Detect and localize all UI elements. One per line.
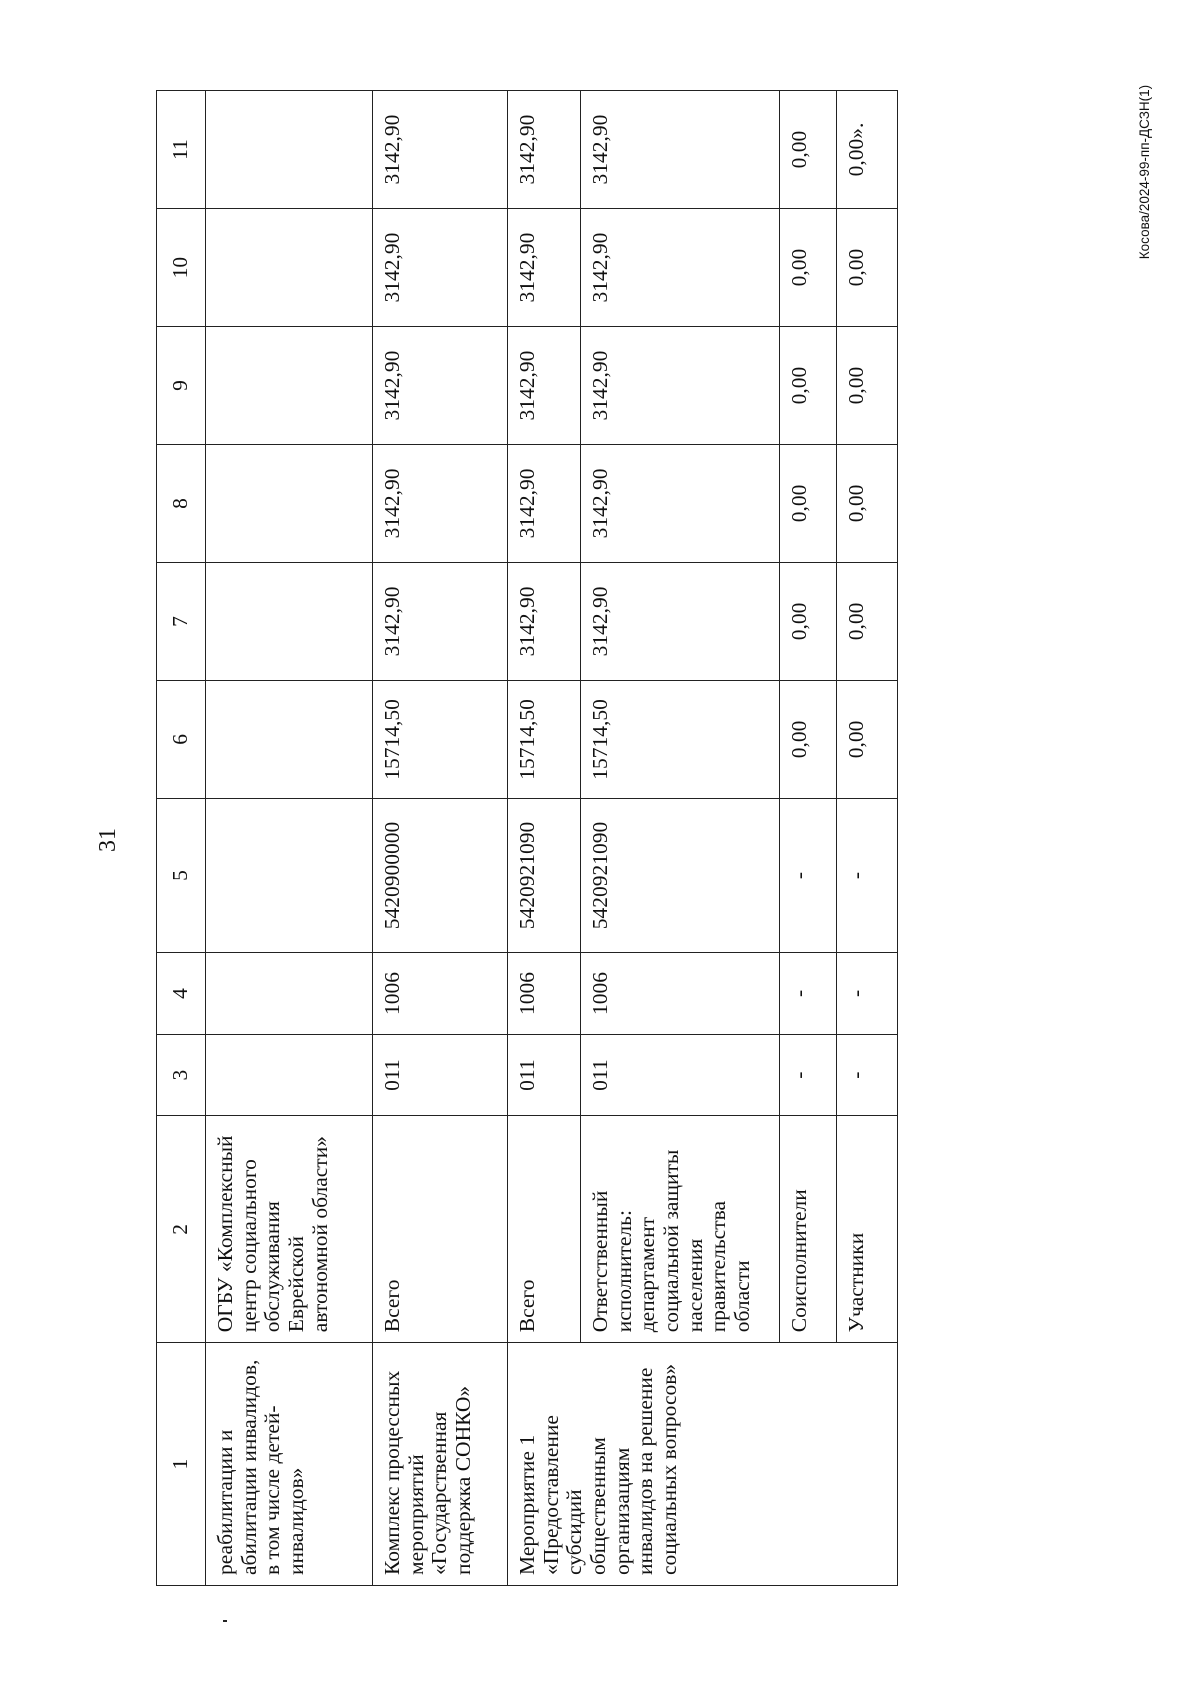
table-cell: - bbox=[780, 953, 837, 1035]
table-cell: 3142,90 bbox=[581, 327, 780, 445]
table-cell: 3142,90 bbox=[508, 562, 581, 680]
table-cell: 3142,90 bbox=[581, 445, 780, 563]
header-cell: 6 bbox=[157, 680, 206, 798]
table-cell: 15714,50 bbox=[581, 680, 780, 798]
budget-table bbox=[156, 90, 898, 1586]
header-cell: 10 bbox=[157, 209, 206, 327]
table-cell bbox=[206, 953, 373, 1035]
measure-name-cell: Мероприятие 1 «Предоставление субсидий общественным организациям инвалидов на решение социальных вопросов» bbox=[508, 1343, 898, 1586]
measure-name-cell: Комплекс процессных мероприятий «Государственная поддержка СОНКО» bbox=[373, 1343, 508, 1586]
table-cell: 3142,90 bbox=[373, 445, 508, 563]
table-cell: 3142,90 bbox=[581, 209, 780, 327]
table-cell bbox=[206, 445, 373, 563]
table-cell: 011 bbox=[373, 1034, 508, 1116]
table-row bbox=[206, 91, 373, 1586]
header-cell: 1 bbox=[157, 1343, 206, 1586]
table-cell: 15714,50 bbox=[508, 680, 581, 798]
table-cell: 0,00 bbox=[780, 445, 837, 563]
executor-cell: ОГБУ «Комплексный центр социального обслуживания Еврейской автономной области» bbox=[206, 1116, 373, 1343]
table-cell: 3142,90 bbox=[508, 209, 581, 327]
table-row bbox=[373, 91, 508, 1586]
table-cell: - bbox=[780, 798, 837, 952]
table-cell: 0,00 bbox=[780, 680, 837, 798]
table-cell: 3142,90 bbox=[373, 562, 508, 680]
table-cell: - bbox=[837, 953, 898, 1035]
table-cell: 0,00 bbox=[837, 445, 898, 563]
table-cell: 1006 bbox=[581, 953, 780, 1035]
table-cell: 0,00 bbox=[780, 91, 837, 209]
table-cell bbox=[206, 680, 373, 798]
table-cell: 0,00 bbox=[837, 680, 898, 798]
table-cell: - bbox=[780, 1034, 837, 1116]
table-cell: 3142,90 bbox=[373, 91, 508, 209]
executor-cell: Ответственный исполнитель: департамент социальной защиты населения правительства области bbox=[581, 1116, 780, 1343]
table-cell: 3142,90 bbox=[373, 209, 508, 327]
header-cell: 3 bbox=[157, 1034, 206, 1116]
document-code: Косова/2024-99-пп-ДСЗН(1) bbox=[1137, 84, 1152, 260]
table-cell: 3142,90 bbox=[508, 327, 581, 445]
header-cell: 11 bbox=[157, 91, 206, 209]
header-row bbox=[157, 91, 206, 1586]
table-cell: 5420900000 bbox=[373, 798, 508, 952]
executor-cell: Участники bbox=[837, 1116, 898, 1343]
table-cell: 5420921090 bbox=[581, 798, 780, 952]
table-cell: 011 bbox=[508, 1034, 581, 1116]
header-cell: 8 bbox=[157, 445, 206, 563]
scan-mark bbox=[223, 1620, 227, 1622]
table-cell: 15714,50 bbox=[373, 680, 508, 798]
table-cell: - bbox=[837, 798, 898, 952]
header-cell: 4 bbox=[157, 953, 206, 1035]
table-cell: 3142,90 bbox=[508, 91, 581, 209]
table-cell: 0,00 bbox=[837, 327, 898, 445]
table-cell bbox=[206, 327, 373, 445]
header-cell: 9 bbox=[157, 327, 206, 445]
table-cell: 1006 bbox=[508, 953, 581, 1035]
header-cell: 7 bbox=[157, 562, 206, 680]
table-cell: 3142,90 bbox=[508, 445, 581, 563]
table-cell: 3142,90 bbox=[581, 562, 780, 680]
executor-cell: Всего bbox=[508, 1116, 581, 1343]
table-cell: 3142,90 bbox=[373, 327, 508, 445]
header-cell: 5 bbox=[157, 798, 206, 952]
table-cell bbox=[206, 91, 373, 209]
table-cell: 5420921090 bbox=[508, 798, 581, 952]
table-cell bbox=[206, 209, 373, 327]
table-cell: - bbox=[837, 1034, 898, 1116]
table-cell: 1006 bbox=[373, 953, 508, 1035]
page-number: 31 bbox=[95, 828, 121, 852]
table-cell bbox=[206, 798, 373, 952]
table-cell: 0,00 bbox=[837, 209, 898, 327]
executor-cell: Соисполнители bbox=[780, 1116, 837, 1343]
header-cell: 2 bbox=[157, 1116, 206, 1343]
table-cell: 011 bbox=[581, 1034, 780, 1116]
table-cell: 0,00 bbox=[780, 209, 837, 327]
table-row bbox=[508, 91, 581, 1586]
rotated-table-container bbox=[156, 90, 868, 1586]
table-cell bbox=[206, 562, 373, 680]
measure-name-cell: реабилитации и абилитации инвалидов, в том числе детей-инвалидов» bbox=[206, 1343, 373, 1586]
table-cell: 3142,90 bbox=[581, 91, 780, 209]
executor-cell: Всего bbox=[373, 1116, 508, 1343]
table-cell: 0,00 bbox=[780, 327, 837, 445]
table-cell: 0,00 bbox=[780, 562, 837, 680]
table-cell: 0,00 bbox=[837, 562, 898, 680]
table-cell bbox=[206, 1034, 373, 1116]
table-cell: 0,00». bbox=[837, 91, 898, 209]
